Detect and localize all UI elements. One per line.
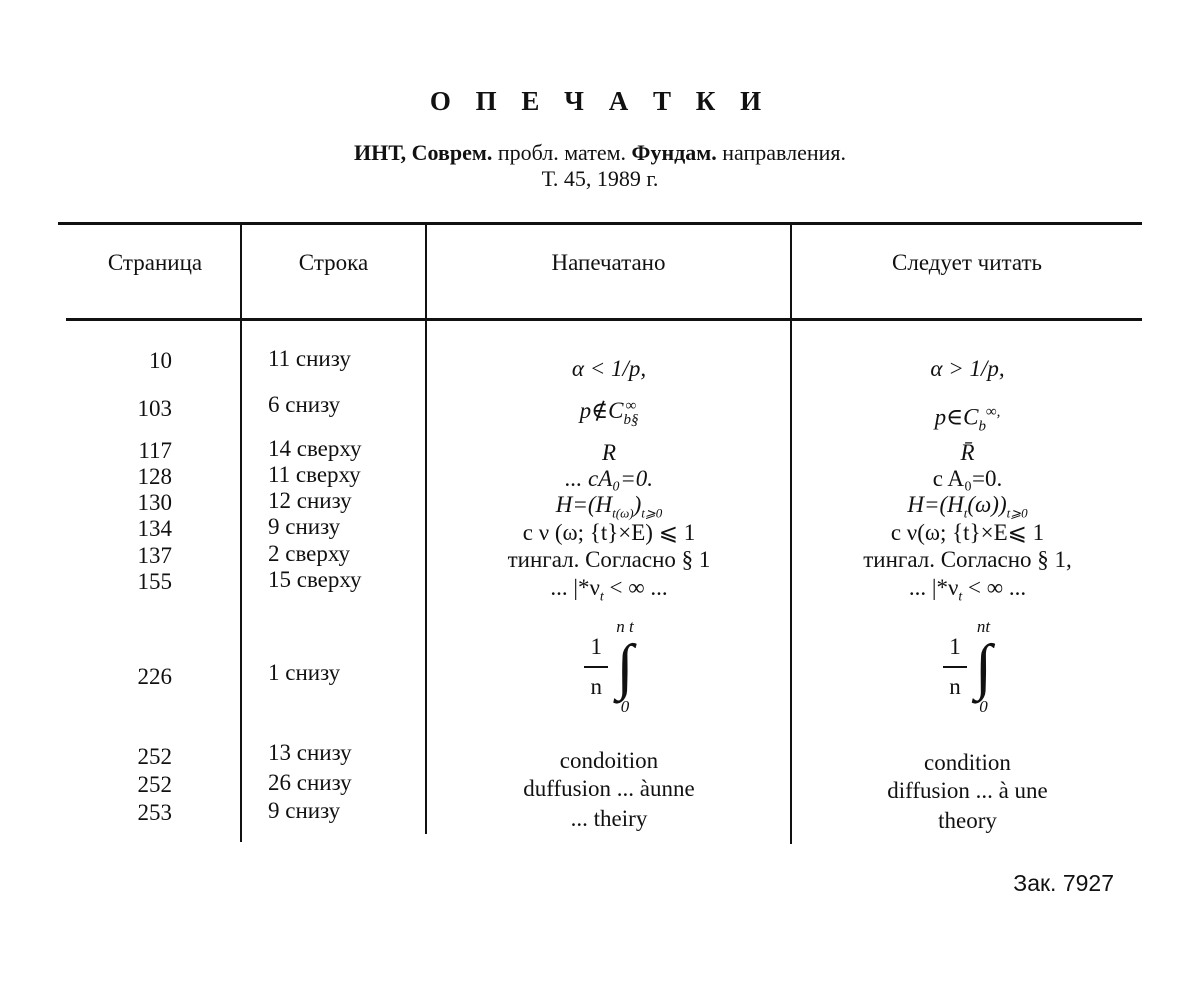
- table-cell-line: 1 снизу: [268, 660, 341, 685]
- table-top-rule: [58, 222, 1142, 225]
- table-cell-printed: c ν (ω; {t}×E) ⩽ 1: [522, 520, 696, 545]
- printed-tailsub: t⩾0: [641, 505, 663, 521]
- correct-base: ... |*ν: [908, 575, 959, 600]
- table-cell-page: 252: [137, 772, 172, 797]
- publication-problems: пробл. матем.: [492, 140, 632, 165]
- table-cell-printed: R: [601, 440, 617, 465]
- printed-denominator: n: [590, 674, 602, 699]
- order-number: Зак. 7927: [1013, 870, 1114, 896]
- correct-base: p∈C: [934, 404, 979, 430]
- integral-sign: ∫: [975, 633, 992, 701]
- correct-sub: t: [958, 589, 963, 605]
- header-page: Страница: [107, 250, 203, 275]
- publication-directions: направления.: [716, 140, 847, 165]
- correct-integral: [975, 618, 992, 716]
- table-cell-page: 10: [149, 348, 172, 373]
- fraction-bar: [943, 666, 967, 668]
- table-cell-line: 11 сверху: [268, 462, 361, 487]
- table-cell-page: 128: [137, 464, 172, 489]
- table-cell-correct: c A₀=0.: [932, 466, 1003, 491]
- printed-integral: [616, 618, 633, 716]
- table-cell-page: 253: [137, 800, 172, 825]
- table-cell-correct: тингал. Согласно § 1,: [863, 547, 1072, 572]
- correct-sup: ∞,: [985, 404, 1001, 420]
- printed-sub: b§: [623, 411, 639, 428]
- correct-sub: t: [963, 505, 968, 521]
- correct-tailsub: t⩾0: [1006, 505, 1028, 521]
- table-cell-correct: diffusion ... à une: [887, 778, 1048, 803]
- publication-fundam: Фундам.: [631, 140, 717, 165]
- publication-series: ИНТ, Соврем.: [353, 140, 493, 165]
- correct-tail: (ω)): [967, 492, 1007, 517]
- printed-sup: ∞: [625, 397, 637, 414]
- table-cell-line: 26 снизу: [268, 770, 352, 795]
- table-cell-printed: α < 1/p,: [571, 356, 647, 381]
- errata-title: О П Е Ч А Т К И: [429, 86, 771, 116]
- table-cell-line: 6 снизу: [268, 392, 341, 417]
- table-cell-correct: [795, 575, 1140, 610]
- column-divider-1: [240, 222, 242, 842]
- table-cell-page: 137: [137, 543, 172, 568]
- printed-tail: < ∞ ...: [603, 575, 668, 600]
- table-cell-line: 9 снизу: [268, 798, 341, 823]
- table-cell-correct: c ν(ω; {t}×E⩽ 1: [890, 520, 1045, 545]
- table-cell-correct: condition: [924, 750, 1011, 775]
- column-divider-2: [425, 222, 427, 834]
- table-cell-line: 11 снизу: [268, 346, 351, 371]
- publication-volume: Т. 45, 1989 г.: [541, 166, 659, 191]
- printed-fraction: [584, 634, 608, 700]
- integral-sign: ∫: [616, 633, 634, 701]
- printed-base: ... |*ν: [550, 575, 600, 600]
- printed-tail: ): [633, 492, 642, 517]
- correct-base: H=(H: [907, 492, 964, 517]
- correct-tail: < ∞ ...: [962, 575, 1027, 600]
- column-divider-3: [790, 222, 792, 844]
- table-cell-correct: [795, 400, 1140, 439]
- table-cell-printed: [430, 618, 788, 716]
- header-correct: Следует читать: [892, 250, 1042, 275]
- header-line: Строка: [298, 250, 369, 275]
- table-cell-page: 155: [137, 569, 172, 594]
- correct-upper-limit: nt: [976, 617, 991, 636]
- table-cell-printed: ... cA₀=0.: [564, 466, 654, 491]
- table-cell-correct: theory: [938, 808, 997, 833]
- table-cell-line: 14 сверху: [268, 436, 362, 461]
- table-cell-correct: [795, 618, 1140, 716]
- table-cell-line: 9 снизу: [268, 514, 341, 539]
- table-cell-page: 130: [137, 490, 172, 515]
- printed-sub: t: [599, 589, 604, 605]
- publication-info: [0, 140, 1200, 192]
- printed-lower-limit: 0: [620, 697, 630, 716]
- printed-base: p∉C: [579, 398, 624, 423]
- table-cell-printed: [430, 575, 788, 610]
- table-cell-line: 15 сверху: [268, 567, 362, 592]
- table-cell-page: 226: [137, 664, 172, 689]
- printed-sub: t(ω): [612, 505, 634, 521]
- table-cell-correct: α > 1/p,: [930, 356, 1005, 381]
- publication-line-1: [0, 140, 1200, 166]
- table-cell-printed: тингал. Согласно § 1: [507, 547, 711, 572]
- correct-denominator: n: [949, 674, 961, 699]
- header-printed: Напечатано: [551, 250, 666, 275]
- correct-fraction: [943, 634, 967, 700]
- printed-upper-limit: n t: [616, 617, 634, 636]
- table-cell-page: 103: [137, 396, 172, 421]
- table-cell-line: 2 сверху: [268, 541, 351, 566]
- table-cell-page: 252: [137, 744, 172, 769]
- table-cell-line: 13 снизу: [268, 740, 352, 765]
- table-cell-printed: duffusion ... àunne: [523, 776, 695, 801]
- printed-numerator: 1: [590, 634, 602, 659]
- table-cell-printed: ... theiry: [570, 806, 648, 831]
- table-cell-line: 12 снизу: [268, 488, 352, 513]
- correct-numerator: 1: [949, 634, 961, 659]
- correct-lower-limit: 0: [979, 697, 988, 716]
- table-cell-correct: R̄: [960, 440, 975, 465]
- table-cell-printed: condoition: [559, 748, 659, 773]
- table-cell-page: 117: [138, 438, 172, 463]
- table-cell-page: 134: [137, 516, 172, 541]
- printed-base: H=(H: [555, 492, 613, 517]
- table-header-rule: [66, 318, 1142, 321]
- fraction-bar: [584, 666, 608, 668]
- table-cell-printed: [430, 398, 788, 427]
- correct-sub: b: [978, 418, 986, 435]
